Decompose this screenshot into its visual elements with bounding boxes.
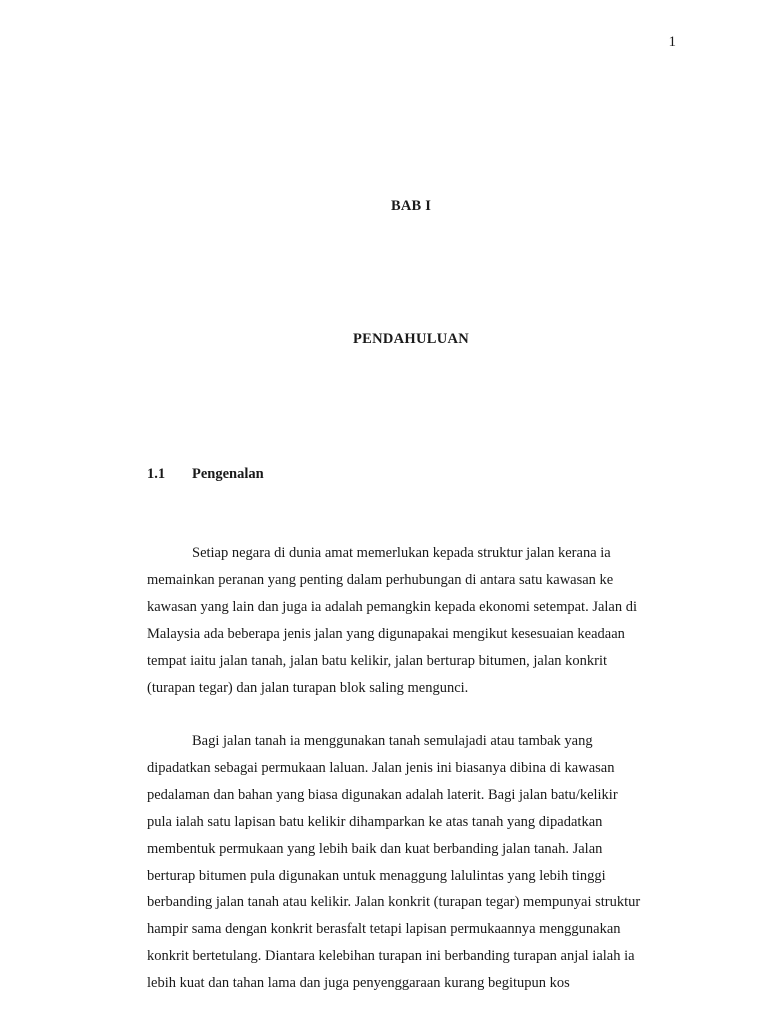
section-heading: [147, 466, 264, 483]
paragraph-2: [147, 728, 677, 997]
paragraph-line: konkrit bertetulang. Diantara kelebihan turapan ini berbanding turapan anjal ialah ia: [147, 948, 635, 965]
paragraph-line: Malaysia ada beberapa jenis jalan yang digunapakai mengikut kesesuaian keadaan: [147, 625, 625, 642]
paragraph-line: pula ialah satu lapisan batu kelikir dihamparkan ke atas tanah yang dipadatkan: [147, 813, 603, 830]
paragraph-line: lebih kuat dan tahan lama dan juga penyenggaraan kurang begitupun kos: [147, 975, 570, 992]
paragraph-line: memainkan peranan yang penting dalam perhubungan di antara satu kawasan ke: [147, 571, 614, 588]
paragraph-line: dipadatkan sebagai permukaan laluan. Jalan jenis ini biasanya dibina di kawasan: [147, 759, 615, 776]
section-title: Pengenalan: [192, 466, 264, 482]
paragraph-line: hampir sama dengan konkrit berasfalt tetapi lapisan permukaannya menggunakan: [147, 921, 621, 938]
paragraph-1: [147, 540, 677, 701]
page-number: 1: [668, 34, 676, 50]
chapter-title: PENDAHULUAN: [352, 331, 470, 347]
paragraph-line: Setiap negara di dunia amat memerlukan kepada struktur jalan kerana ia: [192, 545, 611, 561]
paragraph-line: membentuk permukaan yang lebih baik dan kuat berbanding jalan tanah. Jalan: [147, 840, 603, 857]
paragraph-line: berbanding jalan tanah atau kelikir. Jalan konkrit (turapan tegar) mempunyai struktur: [147, 894, 641, 911]
paragraph-line: Bagi jalan tanah ia menggunakan tanah semulajadi atau tambak yang: [192, 733, 593, 749]
chapter-number: BAB I: [390, 198, 432, 214]
paragraph-line: berturap bitumen pula digunakan untuk menaggung lalulintas yang lebih tinggi: [147, 867, 606, 884]
section-number: 1.1: [147, 466, 166, 482]
paragraph-line: pedalaman dan bahan yang biasa digunakan adalah laterit. Bagi jalan batu/kelikir: [147, 786, 618, 803]
paragraph-line: (turapan tegar) dan jalan turapan blok saling mengunci.: [147, 679, 469, 696]
paragraph-line: tempat iaitu jalan tanah, jalan batu kelikir, jalan berturap bitumen, jalan konkrit: [147, 652, 608, 669]
paragraph-line: kawasan yang lain dan juga ia adalah pemangkin kepada ekonomi setempat. Jalan di: [147, 598, 638, 615]
